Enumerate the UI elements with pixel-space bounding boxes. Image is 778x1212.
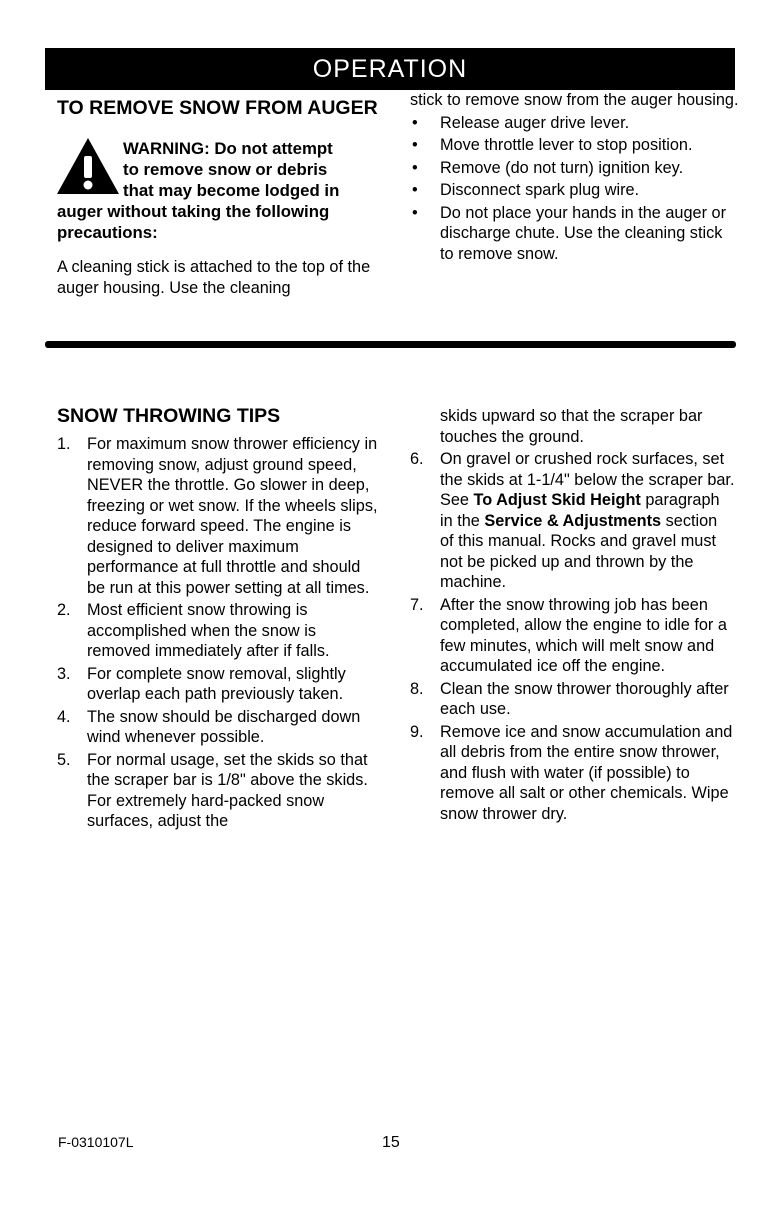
remove-snow-heading: TO REMOVE SNOW FROM AUGER [57, 97, 378, 119]
warning-block [57, 138, 382, 243]
list-item: • Disconnect spark plug wire. [410, 180, 740, 201]
section-banner: OPERATION [45, 48, 735, 90]
tips-heading: SNOW THROWING TIPS [57, 405, 281, 427]
tips-list-right [410, 449, 735, 824]
section-divider [45, 341, 736, 348]
list-item: 9. Remove ice and snow accumulation and all debris from the entire snow thrower, and flush with water (if possible) to remove all salt or other chemicals. Wipe snow thrower dry. [410, 722, 733, 823]
list-item: • Move throttle lever to stop position. [410, 135, 740, 156]
warning-line: to remove snow or debris [123, 160, 328, 179]
cleaning-stick-paragraph-cont: stick to remove snow from the auger housing. [410, 91, 739, 109]
tip-5-continued: skids upward so that the scraper bar touches the ground. [440, 407, 703, 446]
list-item: • Release auger drive lever. [410, 113, 740, 134]
list-item: 5. For normal usage, set the skids so that the scraper bar is 1/8" above the skids. For extremely hard-packed snow surfaces, adjust the [57, 750, 368, 830]
list-item: 3. For complete snow removal, slightly overlap each path previously taken. [57, 664, 346, 703]
remove-snow-left-column [57, 96, 382, 298]
remove-snow-right-column [410, 90, 740, 264]
warning-triangle-icon [57, 136, 123, 196]
cleaning-stick-paragraph: A cleaning stick is attached to the top of the auger housing. Use the cleaning [57, 258, 371, 297]
list-item: • Do not place your hands in the auger or discharge chute. Use the cleaning stick to remove snow. [410, 203, 740, 265]
list-item: 8. Clean the snow thrower thoroughly after each use. [410, 679, 729, 718]
warning-line: that may become lodged in [123, 181, 340, 200]
list-item: 4. The snow should be discharged down wind whenever possible. [57, 707, 361, 746]
service-adjustments-ref: Service & Adjustments [484, 511, 662, 530]
page-number: 15 [382, 1134, 400, 1151]
precautions-list [410, 113, 740, 265]
list-item: 2. Most efficient snow throwing is accomplished when the snow is removed immediately after if falls. [57, 601, 330, 660]
adjust-skid-height-ref: To Adjust Skid Height [473, 491, 641, 509]
list-item: 6. On gravel or crushed rock surfaces, set the skids at 1-1/4" below the scraper bar. See To Adjust Skid Height paragraph in the Service & Adjustments section of this manual. Rocks and gravel must not be picked up and thrown by the machine. [410, 450, 735, 591]
warning-line: auger without taking the following [57, 202, 330, 221]
warning-line: WARNING: Do not attempt [123, 139, 333, 158]
tips-right-column [410, 406, 735, 824]
tips-list-left [57, 434, 379, 832]
list-item: • Remove (do not turn) ignition key. [410, 158, 740, 179]
document-code: F-0310107L [58, 1134, 134, 1150]
tips-left-column [57, 404, 379, 832]
list-item: 7. After the snow throwing job has been completed, allow the engine to idle for a few minutes, which will melt snow and accumulated ice off the engine. [410, 595, 727, 675]
warning-line: precautions: [57, 223, 158, 242]
list-item: 1. For maximum snow thrower efficiency in removing snow, adjust ground speed, NEVER the throttle. Go slower in deep, freezing or wet snow. If the wheels slips, reduce forward speed. The engine is designed to deliver maximum performance at full throttle and should be run at this power setting at all times. [57, 435, 378, 597]
